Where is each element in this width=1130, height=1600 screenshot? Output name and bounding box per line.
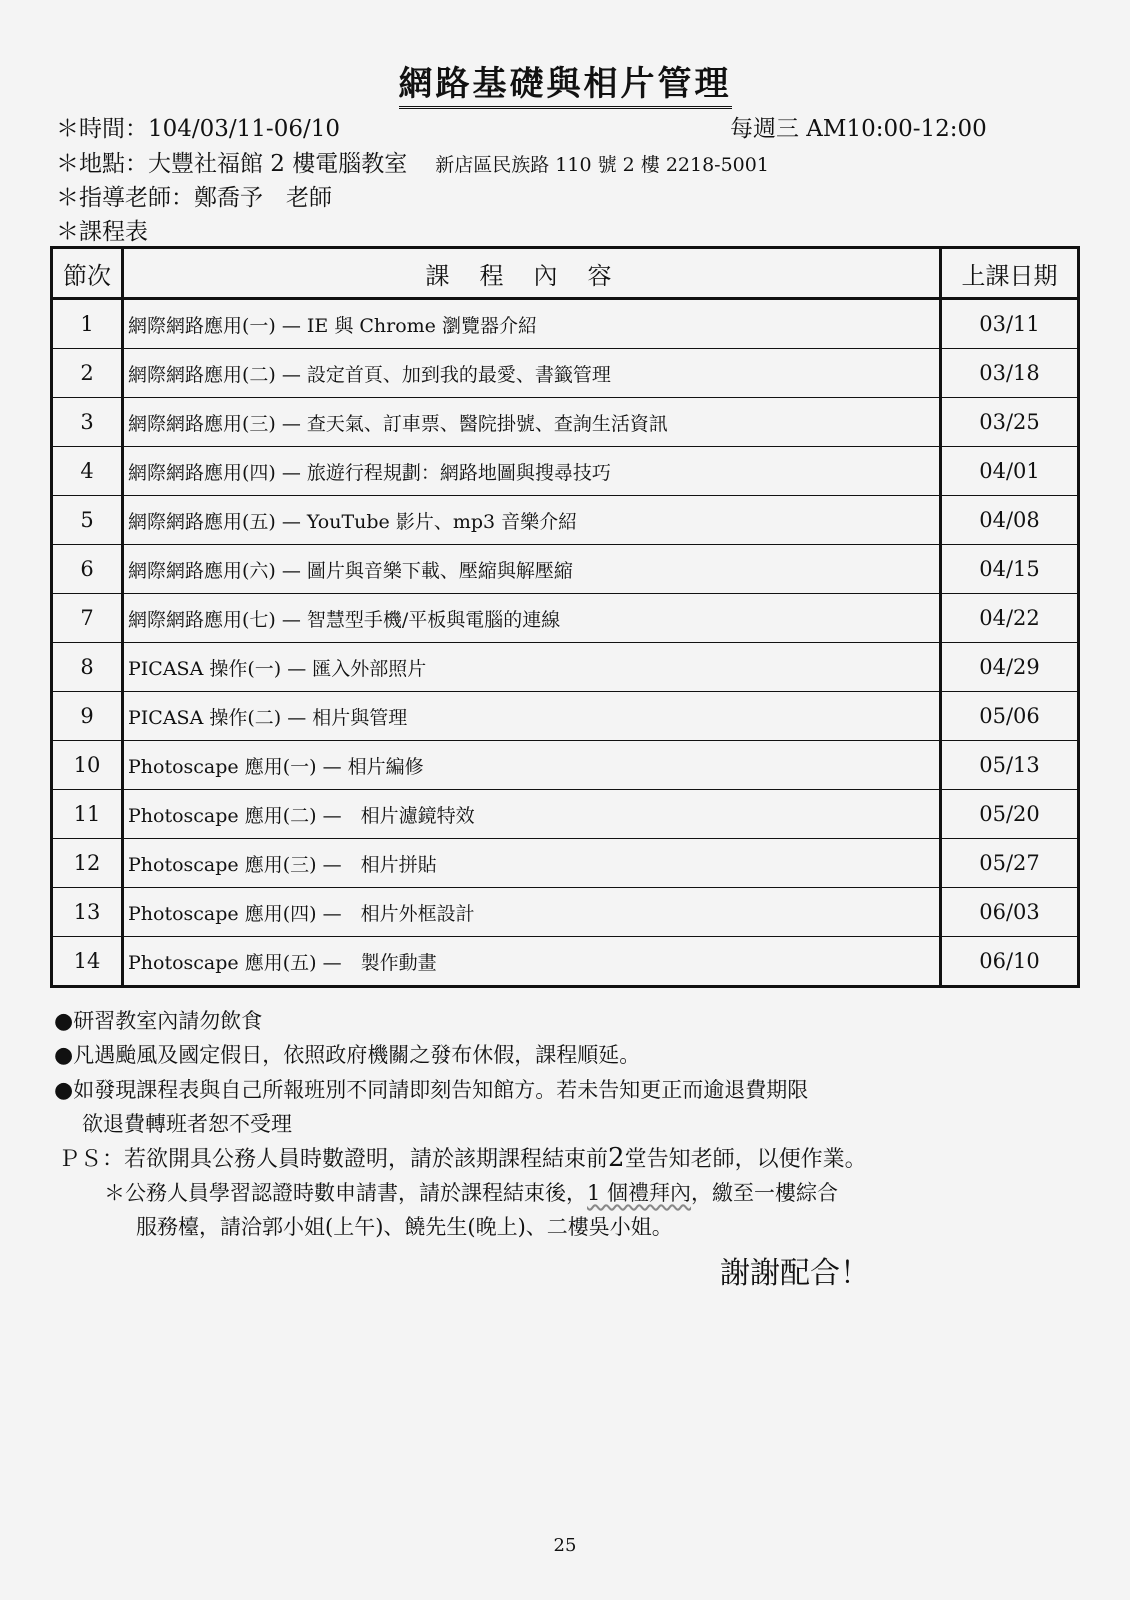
table-row bbox=[52, 643, 1079, 692]
ps-note: ＰＳ：若欲開具公務人員時數證明，請於該期課程結束前2堂告知老師，以便作業。 bbox=[58, 1143, 867, 1173]
course-content: 網際網路應用(二) — 設定首頁、加到我的最愛、書籤管理 bbox=[123, 349, 941, 398]
bullet-icon: ● bbox=[54, 1043, 74, 1068]
session-number: 2 bbox=[52, 349, 123, 398]
table-row bbox=[52, 545, 1079, 594]
location-label: ＊地點：大豐社福館 2 樓電腦教室 bbox=[56, 151, 408, 177]
table-row bbox=[52, 447, 1079, 496]
course-date: 06/03 bbox=[941, 888, 1079, 937]
course-date: 04/15 bbox=[941, 545, 1079, 594]
course-date: 05/06 bbox=[941, 692, 1079, 741]
address: 新店區民族路 110 號 2 樓 2218-5001 bbox=[435, 154, 769, 176]
session-number: 7 bbox=[52, 594, 123, 643]
session-number: 3 bbox=[52, 398, 123, 447]
course-content: Photoscape 應用(四) — 相片外框設計 bbox=[123, 888, 941, 937]
session-number: 9 bbox=[52, 692, 123, 741]
session-number: 1 bbox=[52, 299, 123, 349]
session-number: 6 bbox=[52, 545, 123, 594]
session-number: 13 bbox=[52, 888, 123, 937]
course-content: 網際網路應用(三) — 查天氣、訂車票、醫院掛號、查詢生活資訊 bbox=[123, 398, 941, 447]
bullet-icon: ● bbox=[54, 1078, 74, 1103]
course-date: 05/27 bbox=[941, 839, 1079, 888]
course-date: 04/29 bbox=[941, 643, 1079, 692]
course-date: 03/25 bbox=[941, 398, 1079, 447]
page-number: 25 bbox=[553, 1535, 577, 1556]
course-date: 05/20 bbox=[941, 790, 1079, 839]
course-content: 網際網路應用(五) — YouTube 影片、mp3 音樂介紹 bbox=[123, 496, 941, 545]
weekly-schedule: 每週三 AM10:00-12:00 bbox=[730, 116, 987, 142]
header-content: 課程內容 bbox=[123, 248, 941, 299]
course-content: Photoscape 應用(二) — 相片濾鏡特效 bbox=[123, 790, 941, 839]
course-content: 網際網路應用(四) — 旅遊行程規劃：網路地圖與搜尋技巧 bbox=[123, 447, 941, 496]
course-date: 06/10 bbox=[941, 937, 1079, 987]
course-content: 網際網路應用(六) — 圖片與音樂下載、壓縮與解壓縮 bbox=[123, 545, 941, 594]
bullet-icon: ● bbox=[54, 1009, 74, 1034]
course-date: 05/13 bbox=[941, 741, 1079, 790]
session-number: 10 bbox=[52, 741, 123, 790]
session-number: 12 bbox=[52, 839, 123, 888]
thanks-message: 謝謝配合！ bbox=[720, 1256, 870, 1291]
course-date: 04/08 bbox=[941, 496, 1079, 545]
course-content: 網際網路應用(七) — 智慧型手機/平板與電腦的連線 bbox=[123, 594, 941, 643]
table-row bbox=[52, 937, 1079, 987]
course-content: PICASA 操作(一) — 匯入外部照片 bbox=[123, 643, 941, 692]
note-class-mismatch: ●如發現課程表與自己所報班別不同請即刻告知館方。若未告知更正而逾退費期限 bbox=[54, 1078, 809, 1103]
course-table-label: ＊課程表 bbox=[56, 219, 148, 245]
course-content: Photoscape 應用(一) — 相片編修 bbox=[123, 741, 941, 790]
table-row bbox=[52, 692, 1079, 741]
ps-civil-servant-note: ＊公務人員學習認證時數申請書，請於課程結束後，1 個禮拜內，繳至一樓綜合 bbox=[104, 1181, 839, 1205]
time-info: ＊時間：104/03/11-06/10 bbox=[56, 116, 340, 142]
course-content: 網際網路應用(一) — IE 與 Chrome 瀏覽器介紹 bbox=[123, 299, 941, 349]
location-info bbox=[56, 145, 769, 178]
course-content: PICASA 操作(二) — 相片與管理 bbox=[123, 692, 941, 741]
table-row bbox=[52, 496, 1079, 545]
course-content: Photoscape 應用(三) — 相片拼貼 bbox=[123, 839, 941, 888]
table-header-row bbox=[52, 248, 1079, 299]
course-date: 03/18 bbox=[941, 349, 1079, 398]
table-row bbox=[52, 594, 1079, 643]
course-content: Photoscape 應用(五) — 製作動畫 bbox=[123, 937, 941, 987]
table-row bbox=[52, 888, 1079, 937]
course-date: 03/11 bbox=[941, 299, 1079, 349]
course-date: 04/01 bbox=[941, 447, 1079, 496]
session-number: 11 bbox=[52, 790, 123, 839]
session-number: 14 bbox=[52, 937, 123, 987]
note-no-food: ●研習教室內請勿飲食 bbox=[54, 1009, 263, 1034]
table-row bbox=[52, 398, 1079, 447]
session-number: 5 bbox=[52, 496, 123, 545]
header-date: 上課日期 bbox=[941, 248, 1079, 299]
teacher-info: ＊指導老師：鄭喬予 老師 bbox=[56, 185, 332, 211]
note-refund: 欲退費轉班者恕不受理 bbox=[82, 1112, 292, 1136]
session-number: 4 bbox=[52, 447, 123, 496]
table-row bbox=[52, 349, 1079, 398]
table-body bbox=[52, 299, 1079, 987]
course-table bbox=[50, 246, 1080, 988]
ps-session-count: 2 bbox=[608, 1143, 625, 1173]
table-row bbox=[52, 790, 1079, 839]
document-title: 網路基礎與相片管理 bbox=[0, 56, 1130, 105]
table-row bbox=[52, 741, 1079, 790]
table-row bbox=[52, 839, 1079, 888]
ps-contact-note: 服務檯，請洽郭小姐(上午)、饒先生(晚上)、二樓吳小姐。 bbox=[136, 1215, 673, 1239]
ps-deadline: 1 個禮拜內 bbox=[587, 1181, 692, 1205]
note-holiday: ●凡遇颱風及國定假日，依照政府機關之發布休假，課程順延。 bbox=[54, 1043, 641, 1068]
table-row bbox=[52, 299, 1079, 349]
course-date: 04/22 bbox=[941, 594, 1079, 643]
header-session: 節次 bbox=[52, 248, 123, 299]
session-number: 8 bbox=[52, 643, 123, 692]
